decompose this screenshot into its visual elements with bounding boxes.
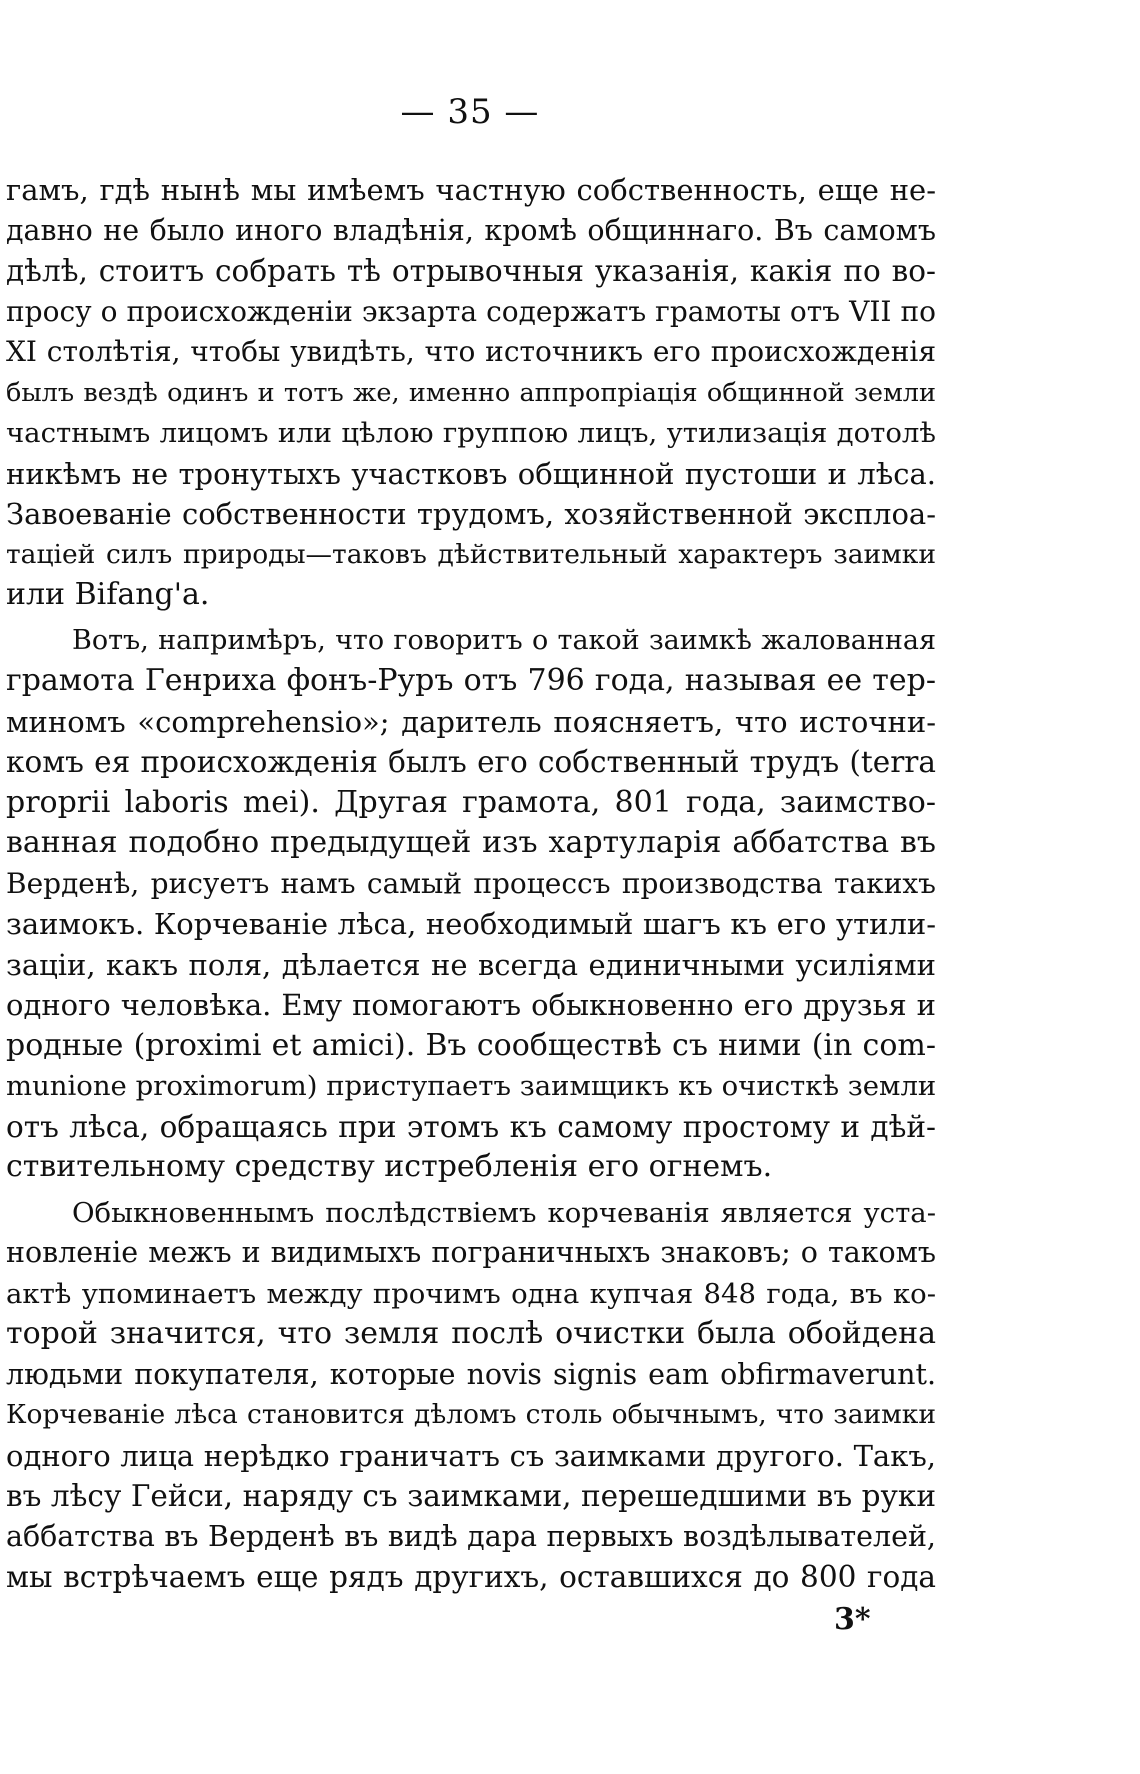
text-line: XI столѣтія, чтобы увидѣть, что источникъ его происхожденія: [6, 335, 936, 368]
text-line: Вотъ, напримѣръ, что говоритъ о такой заимкѣ жалованная: [72, 624, 936, 656]
text-line: былъ вездѣ одинъ и тотъ же, именно аппропріація общинной земли: [6, 377, 936, 408]
text-line: ванная подобно предыдущей изъ хартуларія аббатства въ: [6, 825, 936, 860]
text-line: отъ лѣса, обращаясь при этомъ къ самому простому и дѣй-: [6, 1109, 936, 1144]
text-line: munione proximorum) приступаетъ заимщикъ къ очисткѣ земли: [6, 1070, 937, 1102]
text-line: Завоеваніе собственности трудомъ, хозяйственной эксплоа-: [6, 497, 936, 531]
text-line: Обыкновеннымъ послѣдствіемъ корчеванія является уста-: [72, 1196, 936, 1229]
text-line: мы встрѣчаемъ еще рядъ другихъ, оставшихся до 800 года: [6, 1560, 936, 1594]
paragraph: [6, 1193, 936, 1598]
text-line: миномъ «comprehensio»; даритель поясняетъ, что источни-: [6, 704, 936, 739]
page-number: — 35 —: [400, 92, 540, 132]
paragraph: [6, 621, 936, 1188]
text-line: частнымъ лицомъ или цѣлою группою лицъ, утилизація дотолѣ: [6, 417, 936, 449]
text-line: торой значится, что земля послѣ очистки была обойдена: [6, 1316, 936, 1351]
text-line: одного человѣка. Ему помогаютъ обыкновенно его друзья и: [6, 988, 936, 1022]
text-line: новленіе межъ и видимыхъ пограничныхъ знаковъ; о такомъ: [6, 1236, 936, 1269]
text-line: или Bifang'a.: [6, 577, 210, 612]
text-line: грамота Генриха фонъ-Руръ отъ 796 года, называя ее тер-: [6, 663, 936, 698]
text-line: таціей силъ природы—таковъ дѣйствительный характеръ заимки: [6, 538, 936, 570]
text-line: актѣ упоминаетъ между прочимъ одна купчая 848 года, въ ко-: [6, 1277, 936, 1310]
text-line: одного лица нерѣдко граничатъ съ заимками другого. Такъ,: [6, 1438, 936, 1473]
text-line: ствительному средству истребленія его огнемъ.: [6, 1149, 773, 1184]
text-line: дѣлѣ, стоитъ собрать тѣ отрывочныя указанія, какія по во-: [6, 254, 936, 288]
text-line: proprii laboris mei). Другая грамота, 801 года, заимство-: [6, 784, 936, 820]
text-line: людьми покупателя, которые novis signis eam obfirmaverunt.: [6, 1357, 936, 1391]
text-line: никѣмъ не тронутыхъ участковъ общинной пустоши и лѣса.: [6, 456, 936, 491]
text-line: аббатства въ Верденѣ въ видѣ дара первыхъ воздѣлывателей,: [6, 1519, 936, 1553]
paragraph: [6, 170, 936, 616]
text-line: гамъ, гдѣ нынѣ мы имѣемъ частную собственность, еще не-: [6, 173, 936, 207]
text-line: заимокъ. Корчеваніе лѣса, необходимый шагъ къ его утили-: [6, 907, 936, 941]
body-text: [6, 170, 936, 1598]
signature-mark: 3*: [834, 1602, 871, 1637]
text-line: Корчеваніе лѣса становится дѣломъ столь обычнымъ, что заимки: [6, 1399, 936, 1430]
text-line: давно не было иного владѣнія, кромѣ общиннаго. Въ самомъ: [6, 213, 936, 247]
text-line: въ лѣсу Гейси, наряду съ заимками, перешедшими въ руки: [6, 1479, 936, 1513]
text-line: просу о происхожденіи экзарта содержатъ грамоты отъ VII по: [6, 294, 936, 328]
text-line: Верденѣ, рисуетъ намъ самый процессъ производства такихъ: [6, 866, 936, 900]
text-line: комъ ея происхожденія былъ его собственный трудъ (terra: [6, 745, 936, 779]
text-line: заціи, какъ поля, дѣлается не всегда единичными усиліями: [6, 947, 936, 982]
text-line: родные (proximi et amici). Въ сообществѣ съ ними (in com-: [6, 1027, 936, 1063]
